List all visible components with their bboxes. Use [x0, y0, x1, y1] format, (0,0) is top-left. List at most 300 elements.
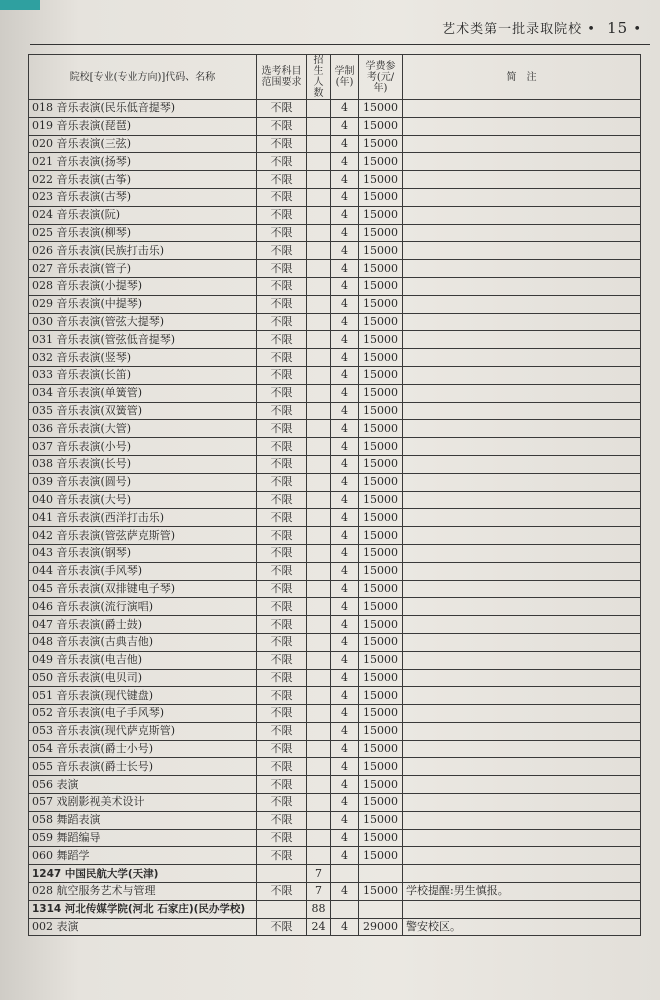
cell-subject: 不限	[257, 242, 307, 260]
cell-enroll	[307, 366, 331, 384]
cell-fee: 15000	[359, 740, 403, 758]
cell-subject: 不限	[257, 349, 307, 367]
cell-note	[403, 313, 641, 331]
header-subject: 选考科目范围要求	[257, 55, 307, 100]
cell-note: 警安校区。	[403, 918, 641, 936]
cell-subject: 不限	[257, 847, 307, 865]
cell-subject: 不限	[257, 527, 307, 545]
cell-years: 4	[331, 171, 359, 189]
cell-enroll	[307, 135, 331, 153]
table-row	[29, 171, 641, 189]
cell-enroll	[307, 117, 331, 135]
cell-fee: 15000	[359, 206, 403, 224]
cell-enroll	[307, 669, 331, 687]
table-row	[29, 224, 641, 242]
cell-years: 4	[331, 847, 359, 865]
cell-fee: 15000	[359, 188, 403, 206]
cell-fee: 15000	[359, 171, 403, 189]
cell-note	[403, 260, 641, 278]
cell-note	[403, 598, 641, 616]
cell-name: 036 音乐表演(大管)	[29, 420, 257, 438]
table-row	[29, 455, 641, 473]
cell-note	[403, 669, 641, 687]
header-name: 院校[专业(专业方向)]代码、名称	[29, 55, 257, 100]
cell-name: 028 音乐表演(小提琴)	[29, 277, 257, 295]
table-row	[29, 420, 641, 438]
header-note: 简 注	[403, 55, 641, 100]
table-row	[29, 705, 641, 723]
cell-name: 052 音乐表演(电子手风琴)	[29, 705, 257, 723]
cell-subject: 不限	[257, 224, 307, 242]
cell-years: 4	[331, 295, 359, 313]
cell-fee: 15000	[359, 544, 403, 562]
cell-name: 058 舞蹈表演	[29, 811, 257, 829]
cell-fee: 15000	[359, 883, 403, 901]
cell-note	[403, 544, 641, 562]
cell-enroll	[307, 740, 331, 758]
cell-subject: 不限	[257, 366, 307, 384]
cell-note	[403, 473, 641, 491]
cell-name: 055 音乐表演(爵士长号)	[29, 758, 257, 776]
cell-years: 4	[331, 100, 359, 118]
cell-years: 4	[331, 349, 359, 367]
table-row	[29, 722, 641, 740]
cell-name: 037 音乐表演(小号)	[29, 438, 257, 456]
cell-name: 053 音乐表演(现代萨克斯管)	[29, 722, 257, 740]
cell-fee: 15000	[359, 509, 403, 527]
cell-fee: 15000	[359, 384, 403, 402]
cell-fee: 15000	[359, 633, 403, 651]
table-row	[29, 491, 641, 509]
cell-years: 4	[331, 491, 359, 509]
cell-years: 4	[331, 117, 359, 135]
cell-note	[403, 153, 641, 171]
cell-note	[403, 509, 641, 527]
cell-subject: 不限	[257, 100, 307, 118]
cell-subject	[257, 900, 307, 918]
cell-name: 023 音乐表演(古琴)	[29, 188, 257, 206]
cell-note	[403, 438, 641, 456]
cell-note	[403, 384, 641, 402]
cell-subject: 不限	[257, 420, 307, 438]
cell-name: 028 航空服务艺术与管理	[29, 883, 257, 901]
cell-note	[403, 349, 641, 367]
cell-name: 039 音乐表演(圆号)	[29, 473, 257, 491]
cell-years: 4	[331, 669, 359, 687]
cell-fee: 15000	[359, 153, 403, 171]
cell-enroll	[307, 224, 331, 242]
cell-enroll	[307, 758, 331, 776]
cell-name: 046 音乐表演(流行演唱)	[29, 598, 257, 616]
table-row	[29, 117, 641, 135]
cell-enroll	[307, 491, 331, 509]
cell-years: 4	[331, 455, 359, 473]
table-row	[29, 562, 641, 580]
cell-years: 4	[331, 331, 359, 349]
cell-years: 4	[331, 135, 359, 153]
table-row	[29, 598, 641, 616]
cell-name: 033 音乐表演(长笛)	[29, 366, 257, 384]
cell-name: 045 音乐表演(双排键电子琴)	[29, 580, 257, 598]
cell-years: 4	[331, 918, 359, 936]
cell-subject: 不限	[257, 491, 307, 509]
cell-years: 4	[331, 722, 359, 740]
cell-name: 057 戏剧影视美术设计	[29, 794, 257, 812]
cell-fee: 15000	[359, 669, 403, 687]
cell-years: 4	[331, 687, 359, 705]
cell-enroll	[307, 313, 331, 331]
cell-years: 4	[331, 740, 359, 758]
cell-subject: 不限	[257, 384, 307, 402]
cell-enroll	[307, 260, 331, 278]
cell-subject: 不限	[257, 473, 307, 491]
cell-note	[403, 722, 641, 740]
table-row	[29, 473, 641, 491]
cell-years: 4	[331, 580, 359, 598]
cell-enroll	[307, 616, 331, 634]
cell-years: 4	[331, 705, 359, 723]
table-row	[29, 313, 641, 331]
cell-subject: 不限	[257, 740, 307, 758]
cell-subject: 不限	[257, 687, 307, 705]
running-head-title: 艺术类第一批录取院校	[442, 22, 583, 37]
cell-fee: 15000	[359, 224, 403, 242]
cell-subject: 不限	[257, 438, 307, 456]
table-header-row	[29, 55, 641, 100]
cell-subject: 不限	[257, 633, 307, 651]
cell-enroll	[307, 509, 331, 527]
cell-fee: 15000	[359, 135, 403, 153]
cell-years: 4	[331, 277, 359, 295]
cell-name: 035 音乐表演(双簧管)	[29, 402, 257, 420]
cell-fee: 15000	[359, 758, 403, 776]
cell-note	[403, 580, 641, 598]
cell-years: 4	[331, 776, 359, 794]
cell-years: 4	[331, 562, 359, 580]
cell-name: 041 音乐表演(西洋打击乐)	[29, 509, 257, 527]
cell-note	[403, 206, 641, 224]
cell-enroll	[307, 705, 331, 723]
cell-name: 049 音乐表演(电吉他)	[29, 651, 257, 669]
table-row	[29, 580, 641, 598]
cell-subject: 不限	[257, 117, 307, 135]
cell-subject: 不限	[257, 776, 307, 794]
cell-fee: 15000	[359, 687, 403, 705]
cell-fee: 15000	[359, 491, 403, 509]
cell-years: 4	[331, 420, 359, 438]
cell-years: 4	[331, 527, 359, 545]
cell-enroll	[307, 687, 331, 705]
cell-subject: 不限	[257, 883, 307, 901]
cell-note	[403, 242, 641, 260]
cell-enroll	[307, 188, 331, 206]
cell-subject: 不限	[257, 705, 307, 723]
cell-fee: 15000	[359, 420, 403, 438]
cell-note	[403, 224, 641, 242]
cell-fee: 15000	[359, 455, 403, 473]
cell-fee: 15000	[359, 349, 403, 367]
cell-note	[403, 687, 641, 705]
cell-enroll	[307, 100, 331, 118]
cell-note	[403, 900, 641, 918]
cell-fee: 15000	[359, 847, 403, 865]
cell-years: 4	[331, 616, 359, 634]
cell-enroll	[307, 242, 331, 260]
page-number: 15	[607, 19, 629, 37]
cell-fee: 15000	[359, 794, 403, 812]
cell-name: 022 音乐表演(古筝)	[29, 171, 257, 189]
table-row	[29, 135, 641, 153]
cell-note	[403, 366, 641, 384]
cell-subject: 不限	[257, 135, 307, 153]
cell-name: 026 音乐表演(民族打击乐)	[29, 242, 257, 260]
table-row	[29, 295, 641, 313]
school-row	[29, 865, 641, 883]
cell-enroll	[307, 829, 331, 847]
cell-years: 4	[331, 633, 359, 651]
cell-years: 4	[331, 206, 359, 224]
cell-subject: 不限	[257, 616, 307, 634]
table-row	[29, 883, 641, 901]
cell-enroll	[307, 722, 331, 740]
cell-enroll	[307, 562, 331, 580]
table-row	[29, 384, 641, 402]
cell-subject: 不限	[257, 295, 307, 313]
cell-subject: 不限	[257, 562, 307, 580]
cell-name: 038 音乐表演(长号)	[29, 455, 257, 473]
cell-fee: 29000	[359, 918, 403, 936]
cell-subject: 不限	[257, 509, 307, 527]
cell-note	[403, 651, 641, 669]
cell-years: 4	[331, 829, 359, 847]
cell-fee: 15000	[359, 562, 403, 580]
cell-subject: 不限	[257, 811, 307, 829]
running-head-bullet-2: •	[633, 22, 642, 37]
cell-enroll	[307, 402, 331, 420]
cell-subject: 不限	[257, 794, 307, 812]
table-row	[29, 918, 641, 936]
cell-subject: 不限	[257, 188, 307, 206]
cell-enroll	[307, 847, 331, 865]
cell-enroll: 7	[307, 883, 331, 901]
cell-enroll: 24	[307, 918, 331, 936]
cell-fee: 15000	[359, 776, 403, 794]
cell-note	[403, 277, 641, 295]
cell-subject: 不限	[257, 829, 307, 847]
cell-years: 4	[331, 366, 359, 384]
cell-name: 027 音乐表演(管子)	[29, 260, 257, 278]
cell-note	[403, 705, 641, 723]
cell-note	[403, 527, 641, 545]
cell-enroll	[307, 651, 331, 669]
table-row	[29, 242, 641, 260]
cell-years: 4	[331, 188, 359, 206]
table-row	[29, 651, 641, 669]
cell-fee: 15000	[359, 366, 403, 384]
cell-note	[403, 171, 641, 189]
cell-years: 4	[331, 473, 359, 491]
table-row	[29, 776, 641, 794]
cell-years: 4	[331, 438, 359, 456]
table-row	[29, 847, 641, 865]
cell-note	[403, 135, 641, 153]
cell-subject: 不限	[257, 544, 307, 562]
cell-years: 4	[331, 509, 359, 527]
cell-name: 047 音乐表演(爵士鼓)	[29, 616, 257, 634]
cell-enroll	[307, 384, 331, 402]
cell-fee: 15000	[359, 242, 403, 260]
cell-fee: 15000	[359, 722, 403, 740]
cell-years: 4	[331, 794, 359, 812]
cell-note	[403, 100, 641, 118]
cell-name: 051 音乐表演(现代键盘)	[29, 687, 257, 705]
cell-enroll	[307, 473, 331, 491]
table-row	[29, 438, 641, 456]
cell-enroll: 7	[307, 865, 331, 883]
cell-name: 025 音乐表演(柳琴)	[29, 224, 257, 242]
table-row	[29, 527, 641, 545]
cell-subject: 不限	[257, 206, 307, 224]
cell-name: 040 音乐表演(大号)	[29, 491, 257, 509]
cell-name: 020 音乐表演(三弦)	[29, 135, 257, 153]
table-row	[29, 366, 641, 384]
cell-subject: 不限	[257, 580, 307, 598]
cell-fee: 15000	[359, 295, 403, 313]
cell-fee: 15000	[359, 100, 403, 118]
cell-years: 4	[331, 313, 359, 331]
cell-name: 031 音乐表演(管弦低音提琴)	[29, 331, 257, 349]
cell-years: 4	[331, 598, 359, 616]
table-row	[29, 331, 641, 349]
cell-note	[403, 455, 641, 473]
cell-enroll	[307, 420, 331, 438]
cell-subject: 不限	[257, 722, 307, 740]
cell-fee: 15000	[359, 705, 403, 723]
cell-years: 4	[331, 260, 359, 278]
cell-note	[403, 491, 641, 509]
cell-note	[403, 740, 641, 758]
running-head-bullet: •	[587, 22, 596, 37]
table-row	[29, 509, 641, 527]
cell-note	[403, 295, 641, 313]
table-row	[29, 153, 641, 171]
cell-name: 042 音乐表演(管弦萨克斯管)	[29, 527, 257, 545]
cell-subject: 不限	[257, 402, 307, 420]
cell-note	[403, 420, 641, 438]
cell-enroll	[307, 331, 331, 349]
cell-years: 4	[331, 402, 359, 420]
cell-note	[403, 794, 641, 812]
table-row	[29, 544, 641, 562]
cell-fee: 15000	[359, 651, 403, 669]
cell-fee: 15000	[359, 260, 403, 278]
cell-subject: 不限	[257, 171, 307, 189]
cell-years: 4	[331, 224, 359, 242]
cell-subject: 不限	[257, 455, 307, 473]
cell-enroll	[307, 171, 331, 189]
cell-name: 050 音乐表演(电贝司)	[29, 669, 257, 687]
cell-fee	[359, 900, 403, 918]
cell-fee: 15000	[359, 313, 403, 331]
cell-name: 043 音乐表演(钢琴)	[29, 544, 257, 562]
table-row	[29, 188, 641, 206]
cell-enroll	[307, 527, 331, 545]
table-row	[29, 740, 641, 758]
cell-subject: 不限	[257, 651, 307, 669]
cell-note	[403, 633, 641, 651]
cell-name: 024 音乐表演(阮)	[29, 206, 257, 224]
cell-fee: 15000	[359, 402, 403, 420]
table-row	[29, 616, 641, 634]
cell-note	[403, 616, 641, 634]
table-row	[29, 811, 641, 829]
cell-note	[403, 829, 641, 847]
cell-fee: 15000	[359, 117, 403, 135]
cell-enroll	[307, 598, 331, 616]
cell-years	[331, 865, 359, 883]
cell-fee: 15000	[359, 473, 403, 491]
table-body	[29, 100, 641, 936]
cell-name: 056 表演	[29, 776, 257, 794]
cell-name: 034 音乐表演(单簧管)	[29, 384, 257, 402]
cell-years: 4	[331, 883, 359, 901]
cell-subject	[257, 865, 307, 883]
cell-enroll	[307, 277, 331, 295]
cell-fee: 15000	[359, 277, 403, 295]
school-row	[29, 900, 641, 918]
table-row	[29, 402, 641, 420]
admission-table	[28, 54, 641, 936]
cell-enroll	[307, 206, 331, 224]
cell-subject: 不限	[257, 669, 307, 687]
cell-name: 059 舞蹈编导	[29, 829, 257, 847]
header-years: 学制(年)	[331, 55, 359, 100]
cell-note	[403, 117, 641, 135]
cell-enroll	[307, 438, 331, 456]
cell-years: 4	[331, 242, 359, 260]
cell-note	[403, 331, 641, 349]
table-row	[29, 260, 641, 278]
cell-enroll	[307, 776, 331, 794]
cell-note	[403, 562, 641, 580]
cell-enroll	[307, 349, 331, 367]
cell-name: 021 音乐表演(扬琴)	[29, 153, 257, 171]
cell-note	[403, 865, 641, 883]
cell-years: 4	[331, 811, 359, 829]
cell-enroll	[307, 153, 331, 171]
cell-note	[403, 847, 641, 865]
cell-fee: 15000	[359, 598, 403, 616]
cell-name: 060 舞蹈学	[29, 847, 257, 865]
table-row	[29, 794, 641, 812]
cell-name: 002 表演	[29, 918, 257, 936]
table-row	[29, 687, 641, 705]
table-row	[29, 100, 641, 118]
cell-note	[403, 776, 641, 794]
cell-years: 4	[331, 384, 359, 402]
cell-enroll	[307, 455, 331, 473]
cell-subject: 不限	[257, 918, 307, 936]
table-row	[29, 669, 641, 687]
cell-enroll	[307, 811, 331, 829]
cell-enroll	[307, 633, 331, 651]
cell-subject: 不限	[257, 277, 307, 295]
cell-fee: 15000	[359, 829, 403, 847]
cell-note	[403, 811, 641, 829]
header-enroll: 招生人数	[307, 55, 331, 100]
cell-fee: 15000	[359, 811, 403, 829]
table-row	[29, 277, 641, 295]
